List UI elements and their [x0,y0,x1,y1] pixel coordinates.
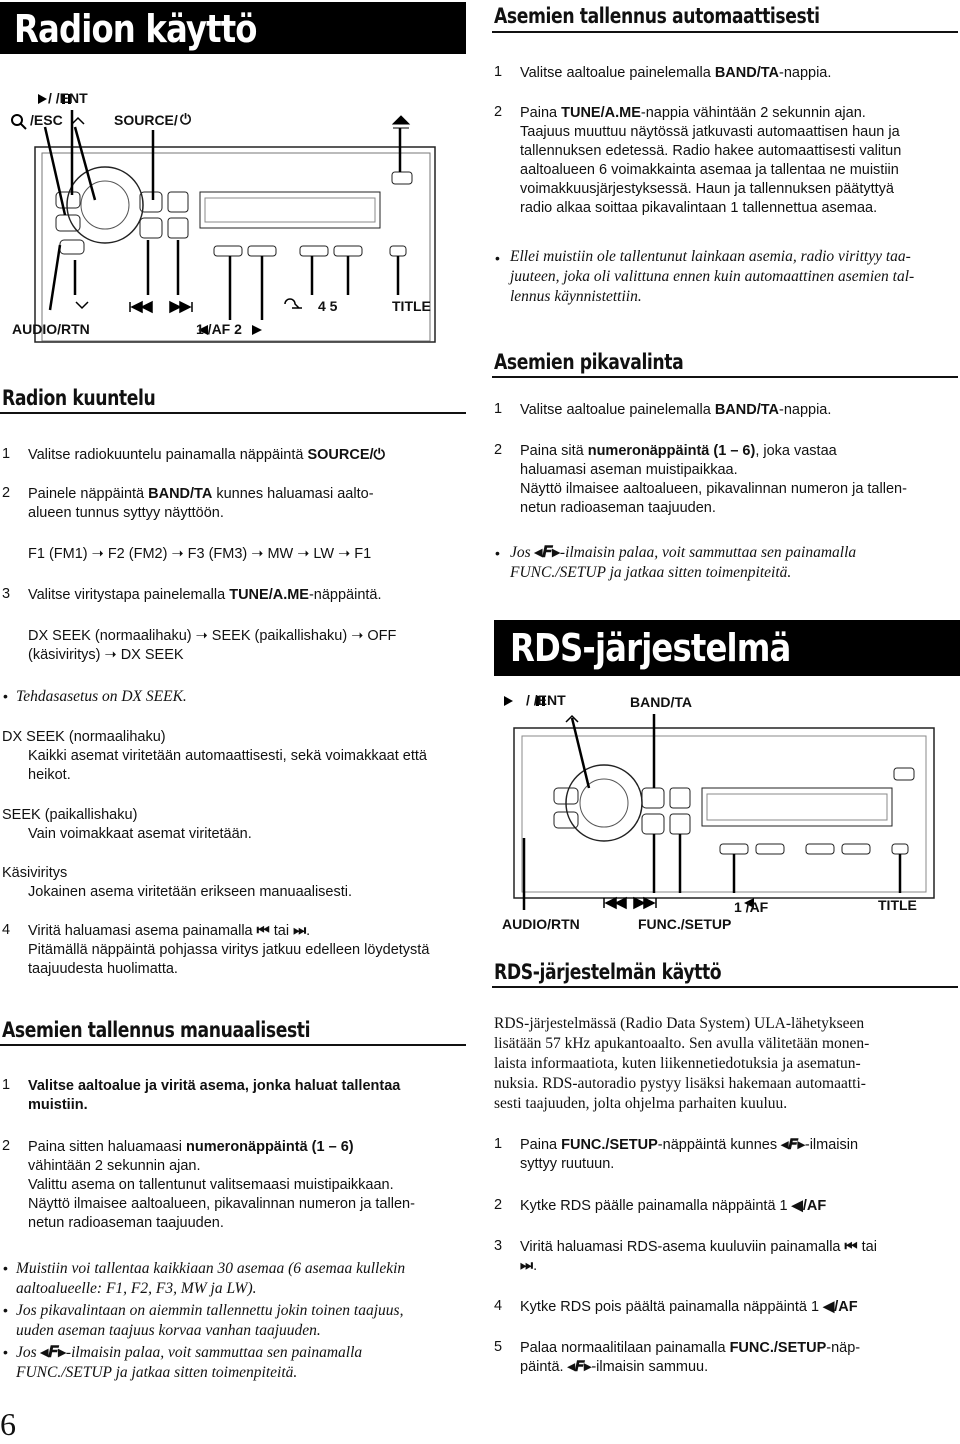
text: -ilmaisin sammuu. [591,1359,709,1375]
text: muistiin. [28,1097,88,1113]
manual-note1 [16,1259,405,1299]
text: Taajuus muuttuu näytössä jatkuvasti automaattisen haun ja [520,124,900,140]
preset-note [510,543,960,583]
text: vähintään 2 sekunnin ajan. [28,1158,201,1174]
rds-step2 [520,1197,960,1216]
text: Valitse aaltoalue painelemalla [520,65,715,81]
step-number: 1 [494,1136,503,1152]
text: Paina sitä [520,443,588,459]
text: syttyy ruutuun. [520,1156,615,1172]
label-play-ent: / /ENT [48,90,88,106]
bullet-dot: • [495,545,500,561]
page-title: Radion käyttö [14,7,257,51]
text: -näppäintä. [308,587,382,603]
text: lisätään 57 kHz apukantoaalto. Sen avulla välitetään monen- [494,1035,870,1052]
text: Näyttö ilmaisee aaltoalueen, pikavalinnan numeron ja tallen- [28,1196,415,1212]
bullet-dot: • [495,250,500,266]
text: tai [857,1239,877,1255]
step-number: 3 [494,1238,503,1254]
text: kunnes haluamasi aalto- [212,486,374,502]
rds-title-bar [494,620,960,676]
bold-text: BAND/TA [714,402,779,418]
text: Pitämällä näppäintä pohjassa viritys jatkuu edelleen löydetystä [28,942,430,958]
power-icon: ⏻ [180,111,192,127]
kuuntelu-step2 [28,485,468,523]
text: . [533,1258,538,1274]
auto-note [510,247,960,307]
text: -näppäintä kunnes [657,1137,782,1153]
bullet-dot: • [3,1260,8,1276]
text: Kytke RDS pois päältä painamalla näppäintä 1 [520,1299,824,1315]
skip-forward-icon: ⏭ [293,923,307,939]
text: haluamasi aseman muistipaikkaa. [520,462,738,478]
label-af: 1 /AF 2 [196,321,242,337]
manual-step1 [28,1077,468,1115]
text: FUNC./SETUP ja jatkaa sitten toimenpiteitä. [16,1364,298,1381]
label-title: TITLE [878,897,917,913]
seek-desc [2,806,252,844]
kuuntelu-rule [0,412,466,414]
text: laista informaatiota, kuten liikennetiedotuksia ja asematun- [494,1055,861,1072]
text: FUNC./SETUP ja jatkaa sitten toimenpiteitä. [510,564,792,581]
bold-text: numeronäppäintä (1 – 6) [186,1139,354,1155]
preset-step1 [520,401,960,420]
bold-text: /AF [802,1198,827,1214]
text: Jokainen asema viritetään erikseen manuaalisesti. [28,884,353,900]
text: DX SEEK (normaalihaku) ➝ SEEK (paikallishaku) ➝ OFF [28,628,397,644]
manual-save-rule [0,1044,466,1046]
rds-use-rule [492,986,958,988]
label-audio-rtn: AUDIO/RTN [12,321,90,337]
manual-title: Käsiviritys [2,865,68,881]
bold-text: SOURCE/ [307,447,374,463]
step-number: 5 [494,1339,503,1355]
text: aaltoalueelle: F1, F2, F3, MW ja LW). [16,1280,257,1297]
text: voimakkuusjärjestyksessä. Haun ja tallennuksen päätyttyä [520,181,894,197]
text: -ilmaisin [804,1137,859,1153]
text: -näp- [826,1340,861,1356]
bullet-dot: • [3,688,8,704]
skip-forward-icon: ⏭ [520,1258,534,1274]
af-indicator-icon: ◂𝑭▸ [781,1137,805,1153]
seek-sequence [28,627,396,665]
text: -nappia. [778,402,832,418]
page-title-bar [0,2,466,54]
step-number: 2 [2,1138,11,1154]
page-number: 6 [0,1406,16,1442]
kuuntelu-heading: Radion kuuntelu [2,386,156,410]
label-esc: /ESC [30,112,63,128]
left-arrow-icon: ◀ [791,1198,803,1214]
text: heikot. [28,767,71,783]
factory-setting-note: Tehdasasetus on DX SEEK. [16,688,187,705]
dx-seek-desc [2,728,468,785]
text: alueen tunnus syttyy näyttöön. [28,505,224,521]
auto-save-heading: Asemien tallennus automaattisesti [494,4,820,28]
auto-step2 [520,104,960,218]
kuuntelu-step4 [28,922,468,979]
text: Muistiin voi tallentaa kaikkiaan 30 asemaa (6 asemaa kullekin [16,1260,406,1277]
kuuntelu-step3 [28,586,468,605]
bold-text: TUNE/A.ME [561,105,641,121]
manual-tuning-desc [2,864,352,902]
rds-title: RDS-järjestelmä [510,626,791,670]
text: netun radioaseman taajuuden. [28,1215,224,1231]
text: -ilmaisin palaa, voit sammuttaa sen painamalla [559,544,857,561]
skip-back-icon: ⏮ [844,1239,858,1255]
af-indicator-icon: ◂𝑭▸ [40,1344,66,1361]
text: Paina [520,105,562,121]
text: Viritä haluamasi RDS-asema kuuluviin painamalla [520,1239,845,1255]
step-number: 1 [494,64,503,80]
step-number: 1 [2,446,11,462]
rds-step5 [520,1339,960,1377]
af-indicator-icon: ◂𝑭▸ [534,544,560,561]
bold-text: numeronäppäintä (1 – 6) [587,443,756,459]
text: taajuudesta huolimatta. [28,961,178,977]
text: Kytke RDS päälle painamalla näppäintä 1 [520,1198,792,1214]
text: Valittu asema on tallentunut valitsemaasi muistipaikkaan. [28,1177,394,1193]
text: päintä. [520,1359,568,1375]
manual-step2 [28,1138,468,1233]
rds-step3 [520,1238,960,1276]
text: lennus käynnistettiin. [510,288,642,305]
bold-text: FUNC./SETUP [561,1137,658,1153]
power-icon: ⏻ [373,447,386,463]
af-indicator-icon: ◂𝑭▸ [567,1359,592,1375]
preset-step2 [520,442,960,518]
text: -ilmaisin palaa, voit sammuttaa sen painamalla [65,1344,363,1361]
rds-unit-diagram [494,688,960,936]
label-af: 1 /AF [734,899,769,915]
text: tallennuksen edetessä. Radio hakee automaattisesti valitun [520,143,902,159]
step-number: 4 [2,922,11,938]
text: juuteen, joka oli valittuna ennen kuin automaattinen asemien tal- [510,268,915,285]
text: tai [269,923,294,939]
text: Valitse aaltoalue ja viritä asema, jonka haluat tallentaa [28,1078,401,1094]
text: aaltoalueen 6 voimakkainta asemaa ja tallentaa ne muistiin [520,162,899,178]
auto-save-rule [492,31,958,33]
text: Valitse viritystapa painelemalla [28,587,230,603]
step-number: 1 [494,401,503,417]
step-number: 2 [2,485,11,501]
text: Vain voimakkaat asemat viritetään. [28,826,252,842]
bold-text: /AF [834,1299,858,1315]
text: Palaa normaalitilaan painamalla [520,1340,730,1356]
label-play-ent: / /ENT [526,692,566,708]
manual-save-heading: Asemien tallennus manuaalisesti [2,1018,311,1042]
text: . [306,923,311,939]
kuuntelu-step1 [28,446,468,465]
text: -nappia vähintään 2 sekunnin ajan. [640,105,866,121]
text: Kaikki asemat viritetään automaattisesti, sekä voimakkaat että [28,748,427,764]
seek-title: SEEK (paikallishaku) [2,807,138,823]
band-sequence: F1 (FM1) ➝ F2 (FM2) ➝ F3 (FM3) ➝ MW ➝ LW ➝ F1 [28,546,372,562]
label-source: SOURCE/ [114,112,178,128]
step-number: 4 [494,1298,503,1314]
dx-seek-title: DX SEEK (normaalihaku) [2,729,166,745]
bold-text: FUNC./SETUP [729,1340,827,1356]
text: , joka vastaa [755,443,837,459]
rds-intro [494,1014,960,1114]
radio-unit-diagram [0,80,470,350]
step-number: 2 [494,104,503,120]
left-arrow-icon: ◀ [823,1299,835,1315]
text: Ellei muistiin ole tallentunut lainkaan asemia, radio virittyy taa- [510,248,911,265]
text: Jos pikavalintaan on aiemmin tallennettu jokin toinen taajuus, [16,1302,404,1319]
preset-heading: Asemien pikavalinta [494,350,684,374]
label-band-ta: BAND/TA [630,694,692,710]
step-number: 2 [494,442,503,458]
step-number: 3 [2,586,11,602]
label-nums: 4 5 [318,298,338,314]
step-number: 2 [494,1197,503,1213]
text: RDS-järjestelmässä (Radio Data System) ULA-lähetykseen [494,1015,865,1032]
preset-rule [492,376,958,378]
text: Viritä haluamasi asema painamalla [28,923,257,939]
rds-step1 [520,1136,960,1174]
text: Paina sitten haluamaasi [28,1139,186,1155]
bullet-dot: • [3,1302,8,1318]
rds-use-heading: RDS-järjestelmän käyttö [494,960,722,984]
text: Painele näppäintä [28,486,149,502]
text: netun radioaseman taajuuden. [520,500,716,516]
text: sesti taajuuden, jolta ohjelma parhaiten kuuluu. [494,1095,788,1112]
step-number: 1 [2,1077,11,1093]
text: nuksia. RDS-autoradio pystyy lisäksi hakemaan automaatti- [494,1075,866,1092]
rds-step4 [520,1298,960,1317]
text: (käsiviritys) ➝ DX SEEK [28,647,184,663]
bold-text: BAND/TA [714,65,779,81]
text: Valitse aaltoalue painelemalla [520,402,715,418]
text: Jos [16,1344,41,1361]
text: -nappia. [778,65,832,81]
text: Paina [520,1137,562,1153]
skip-back-icon: ⏮ [256,923,270,939]
manual-note3 [16,1343,362,1383]
text: uuden aseman taajuus korvaa vanhan taajuuden. [16,1322,321,1339]
manual-note2 [16,1301,403,1341]
text: Jos [510,544,535,561]
bullet-dot: • [3,1344,8,1360]
label-audio-rtn: AUDIO/RTN [502,916,580,932]
text: Valitse radiokuuntelu painamalla näppäintä [28,447,308,463]
auto-step1 [520,64,960,83]
label-title: TITLE [392,298,431,314]
bold-text: TUNE/A.ME [229,587,309,603]
text: Näyttö ilmaisee aaltoalueen, pikavalinnan numeron ja tallen- [520,481,907,497]
text: radio alkaa soittaa pikavalintaan 1 tallennettua asemaa. [520,200,878,216]
label-func-setup: FUNC./SETUP [638,916,732,932]
bold-text: BAND/TA [148,486,213,502]
